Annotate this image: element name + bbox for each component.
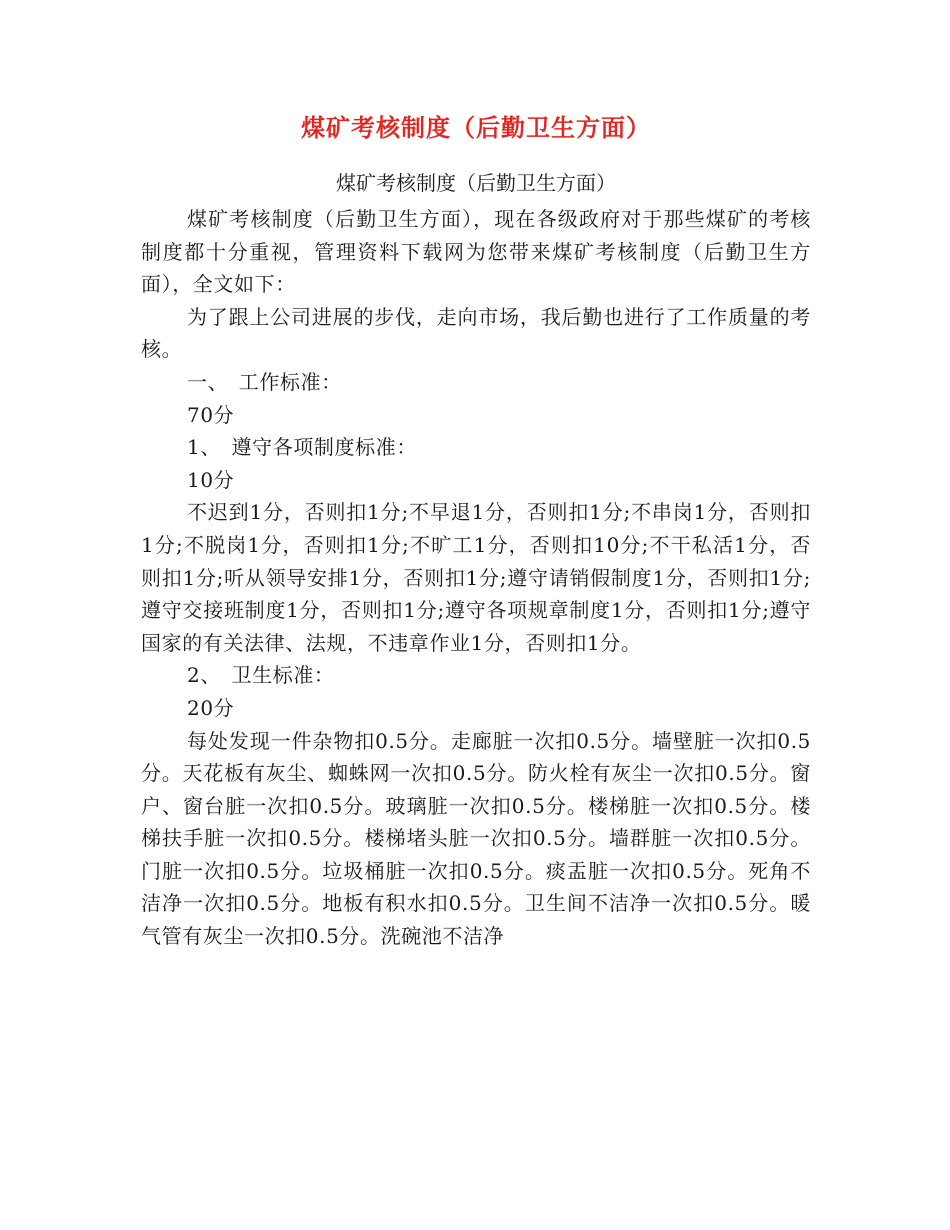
subsection-score-hygiene: 20分: [187, 695, 235, 720]
subsection-heading-hygiene: 2、 卫生标准：: [187, 663, 335, 688]
paragraph-hygiene-detail: 每处发现一件杂物扣0.5分。走廊脏一次扣0.5分。墙壁脏一次扣0.5分。天花板有灰尘、蜘蛛网一次扣0.5分。防火栓有灰尘一次扣0.5分。窗户、窗台脏一次扣0.5分。玻璃脏一次扣0.5分。楼梯脏一次扣0.5分。楼梯扶手脏一次扣0.5分。楼梯堵头脏一次扣0.5分。墙群脏一次扣0.5分。门脏一次扣0.5分。垃圾桶脏一次扣0.5分。痰盂脏一次扣0.5分。死角不洁净一次扣0.5分。地板有积水扣0.5分。卫生间不洁净一次扣0.5分。暖气管有灰尘一次扣0.5分。洗碗池不洁净: [141, 728, 811, 949]
paragraph-rules-detail: 不迟到1分，否则扣1分;不早退1分，否则扣1分;不串岗1分，否则扣1分;不脱岗1分，否则扣1分;不旷工1分，否则扣10分;不干私活1分，否则扣1分;听从领导安排1分，否则扣1分;遵守请销假制度1分，否则扣1分;遵守交接班制度1分，否则扣1分;遵守各项规章制度1分，否则扣1分;遵守国家的有关法律、法规，不违章作业1分，否则扣1分。: [141, 500, 811, 655]
section-heading-work-standard: 一、 工作标准：: [187, 369, 342, 394]
subsection-score-rules: 10分: [187, 467, 235, 492]
subsection-heading-rules: 1、 遵守各项制度标准：: [187, 435, 417, 460]
document-title: 煤矿考核制度（后勤卫生方面）: [301, 113, 651, 142]
document-subtitle: 煤矿考核制度（后勤卫生方面）: [336, 171, 616, 195]
document-body: [141, 203, 811, 953]
paragraph-intro: 煤矿考核制度（后勤卫生方面），现在各级政府对于那些煤矿的考核制度都十分重视，管理资料下载网为您带来煤矿考核制度（后勤卫生方面），全文如下：: [141, 207, 811, 297]
paragraph-purpose: 为了跟上公司进展的步伐，走向市场，我后勤也进行了工作质量的考核。: [141, 304, 811, 362]
section-score-work-standard: 70分: [187, 402, 235, 427]
